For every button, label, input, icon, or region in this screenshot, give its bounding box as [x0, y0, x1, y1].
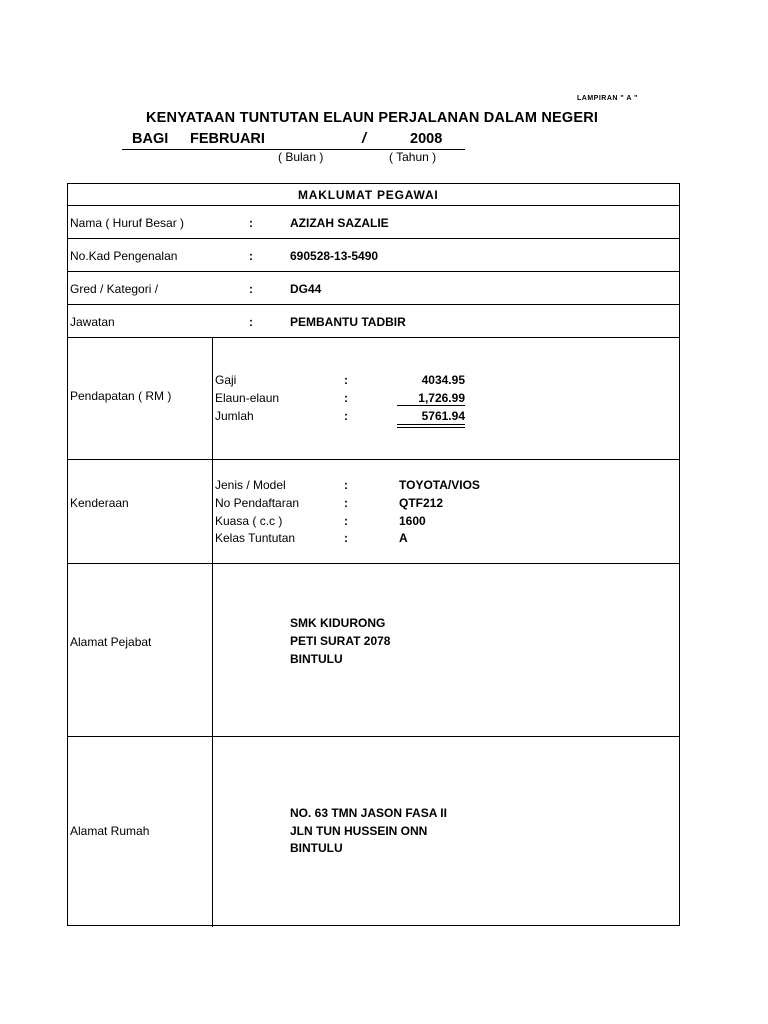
jawatan-label: Jawatan [70, 315, 115, 329]
total-underline [397, 427, 465, 428]
gred-label: Gred / Kategori / [70, 282, 159, 296]
kad-label: No.Kad Pengenalan [70, 249, 178, 263]
kenderaan-label: Kenderaan [70, 496, 129, 510]
alamat-rumah-label: Alamat Rumah [70, 824, 150, 838]
row-divider [68, 238, 679, 239]
row-divider [68, 563, 679, 564]
alamat-rumah-line: BINTULU [290, 841, 343, 855]
colon: : [344, 478, 348, 492]
jumlah-label: Jumlah [215, 409, 254, 423]
document-title: KENYATAAN TUNTUTAN ELAUN PERJALANAN DALAM NEGERI [146, 110, 599, 126]
nama-label: Nama ( Huruf Besar ) [70, 216, 185, 230]
alamat-pejabat-line: SMK KIDURONG [290, 616, 386, 630]
alamat-rumah-line: JLN TUN HUSSEIN ONN [290, 824, 428, 838]
gaji-value: 4034.95 [421, 373, 465, 387]
kelas-label: Kelas Tuntutan [215, 531, 296, 545]
tahun-caption: ( Tahun ) [389, 150, 437, 164]
row-divider [68, 205, 679, 206]
nama-value: AZIZAH SAZALIE [290, 216, 389, 230]
colon: : [249, 216, 253, 230]
jenis-value: TOYOTA/VIOS [399, 478, 480, 492]
row-divider [68, 304, 679, 305]
colon: : [344, 409, 348, 423]
jumlah-value: 5761.94 [421, 409, 465, 423]
pendapatan-label: Pendapatan ( RM ) [70, 389, 172, 403]
kuasa-label: Kuasa ( c.c ) [215, 514, 283, 528]
colon: : [249, 282, 253, 296]
row-divider [68, 271, 679, 272]
alamat-pejabat-label: Alamat Pejabat [70, 635, 152, 649]
kuasa-value: 1600 [399, 514, 426, 528]
row-divider [68, 736, 679, 737]
no-pendaftaran-label: No Pendaftaran [215, 496, 300, 510]
bagi-label: BAGI [132, 131, 169, 147]
bulan-value: FEBRUARI [190, 131, 265, 147]
elaun-value: 1,726.99 [418, 391, 465, 405]
jawatan-value: PEMBANTU TADBIR [290, 315, 406, 329]
colon: : [344, 373, 348, 387]
column-divider [212, 337, 213, 927]
colon: : [249, 249, 253, 263]
total-underline [397, 424, 465, 425]
alamat-pejabat-line: PETI SURAT 2078 [290, 634, 391, 648]
colon: : [344, 514, 348, 528]
no-pendaftaran-value: QTF212 [399, 496, 444, 510]
colon: : [249, 315, 253, 329]
row-divider [68, 459, 679, 460]
alamat-pejabat-line: BINTULU [290, 652, 343, 666]
gaji-label: Gaji [215, 373, 237, 387]
tahun-value: 2008 [410, 131, 443, 147]
jenis-label: Jenis / Model [215, 478, 286, 492]
alamat-rumah-line: NO. 63 TMN JASON FASA II [290, 806, 447, 820]
bulan-caption: ( Bulan ) [278, 150, 324, 164]
section-title: MAKLUMAT PEGAWAI [298, 188, 439, 202]
colon: : [344, 496, 348, 510]
lampiran-label: LAMPIRAN " A " [577, 95, 638, 102]
row-divider [68, 337, 679, 338]
maklumat-pegawai-form [67, 183, 680, 926]
elaun-label: Elaun-elaun [215, 391, 280, 405]
colon: : [344, 391, 348, 405]
date-separator: / [362, 131, 367, 147]
colon: : [344, 531, 348, 545]
subtotal-underline [397, 405, 465, 406]
kelas-value: A [399, 531, 408, 545]
gred-value: DG44 [290, 282, 322, 296]
kad-value: 690528-13-5490 [290, 249, 379, 263]
